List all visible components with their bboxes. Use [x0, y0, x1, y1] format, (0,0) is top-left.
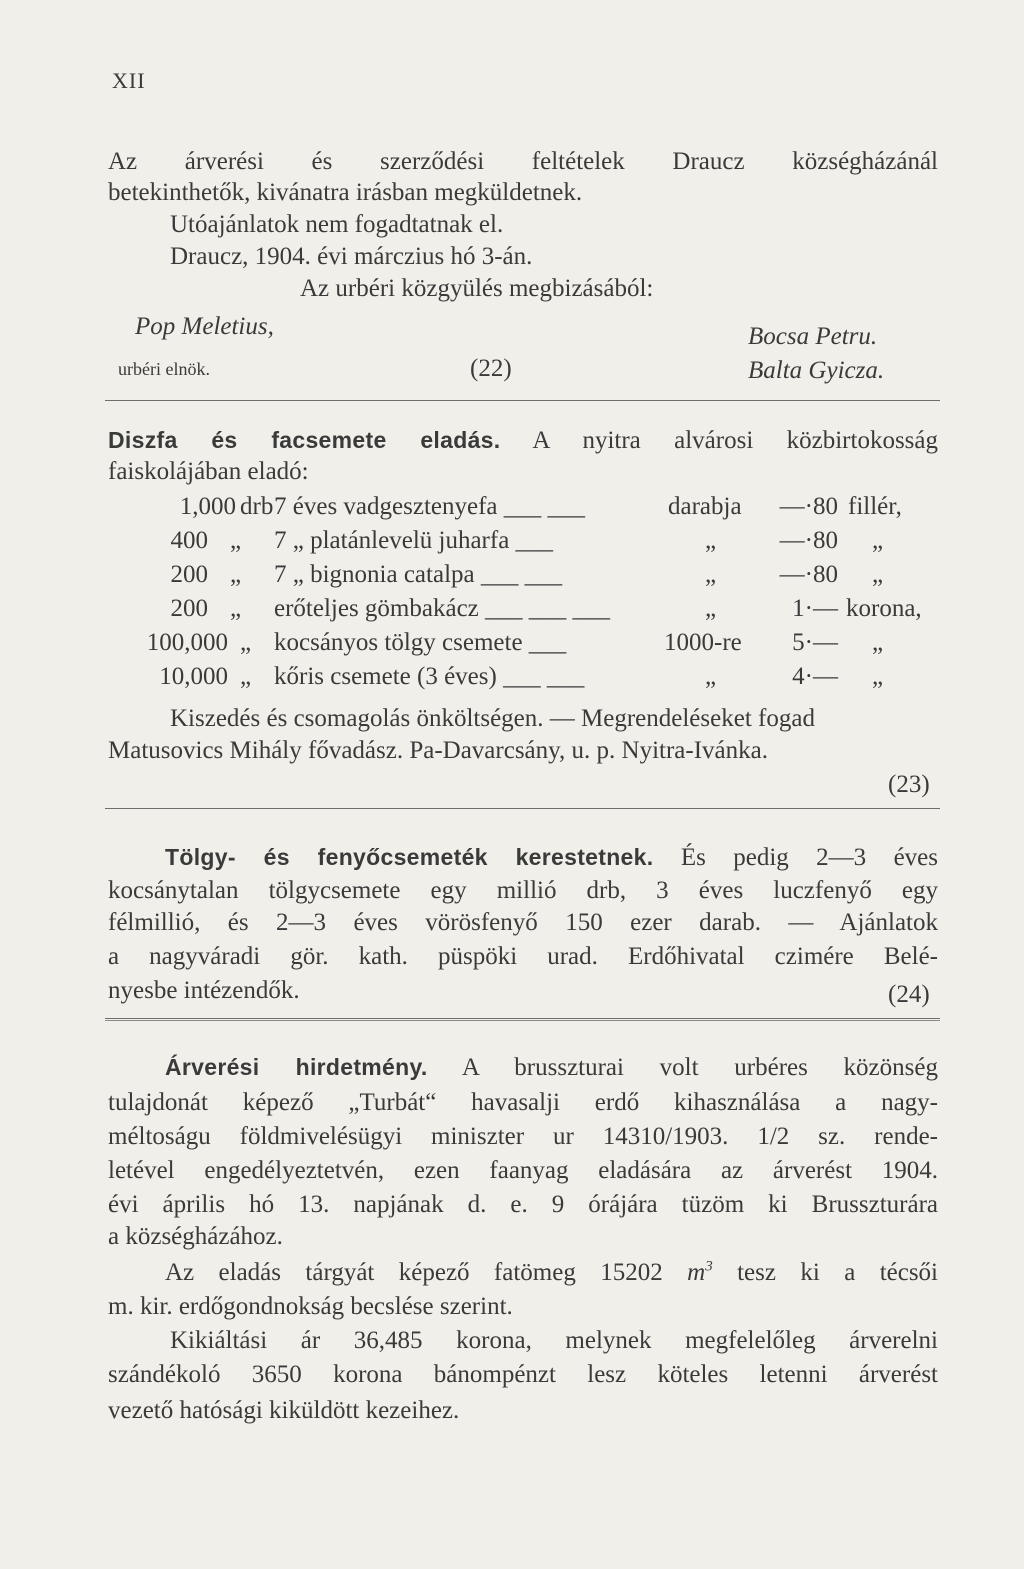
- row-qty: 200: [170, 595, 208, 622]
- notice2-line-1-rest: A nyitra alvárosi közbirtokosság: [532, 427, 938, 454]
- notice4-line-6: a községházához.: [108, 1223, 283, 1250]
- notice4-line-11: vezető hatósági kiküldött kezeihez.: [108, 1397, 460, 1424]
- row-item: 7 „ platánlevelü juharfa ___: [274, 527, 554, 554]
- row-item: erőteljes gömbakácz ___ ___ ___: [274, 595, 611, 622]
- signature-left-title: urbéri elnök.: [118, 359, 210, 379]
- row-qty: 200: [170, 561, 208, 588]
- row-qty: 1,000: [179, 493, 236, 520]
- notice4-line-10: szándékoló 3650 korona bánompénzt lesz köteles letenni árverést: [108, 1361, 938, 1388]
- double-divider: [105, 1018, 940, 1021]
- divider: [105, 400, 940, 401]
- row-price: 5·—: [792, 629, 838, 656]
- row-qty: 10,000: [159, 663, 228, 690]
- notice1-line-3: Utóajánlatok nem fogadtatnak el.: [170, 211, 504, 238]
- row-price: —·80: [779, 561, 838, 588]
- notice3-line-1-rest: És pedig 2—3 éves: [680, 844, 938, 871]
- notice2-line-1: [108, 425, 938, 456]
- row-per: 1000-re: [664, 629, 742, 656]
- row-item: 7 „ bignonia catalpa ___ ___: [274, 561, 563, 588]
- notice3-ref: (24): [888, 981, 930, 1008]
- notice3-line-5: nyesbe intézendők.: [108, 977, 300, 1004]
- notice3-heading: Tölgy- és fenyőcsemeték kerestetnek.: [165, 844, 654, 870]
- row-currency: korona,: [846, 595, 922, 622]
- notice4-line-7-post: tesz ki a técsői: [737, 1259, 939, 1286]
- row-item: kocsányos tölgy csemete ___: [274, 629, 567, 656]
- unit-cubic-meter: $m^3$: [687, 1258, 713, 1286]
- notice1-line-4: Draucz, 1904. évi márczius hó 3-án.: [170, 243, 533, 270]
- row-currency: „: [872, 561, 884, 588]
- row-currency: fillér,: [848, 493, 902, 520]
- row-per: „: [705, 527, 717, 554]
- notice1-line-1: Az árverési és szerződési feltételek Draucz községházánál: [108, 148, 938, 175]
- notice2-line-10: Matusovics Mihály fővadász. Pa-Davarcsány, u. p. Nyitra-Ivánka.: [108, 737, 768, 764]
- page-number: XII: [112, 68, 146, 93]
- divider: [105, 808, 940, 809]
- row-per: „: [705, 595, 717, 622]
- row-qty: 400: [170, 527, 208, 554]
- row-price: —·80: [779, 493, 838, 520]
- fraction: 1/2: [757, 1123, 790, 1150]
- row-unit: „: [240, 629, 252, 656]
- notice3-line-4: a nagyváradi gör. kath. püspöki urad. Erdőhivatal czimére Belé-: [108, 943, 938, 970]
- notice4-line-7-pre: Az eladás tárgyát képező fatömeg 15202: [165, 1259, 663, 1286]
- notice2-heading: Diszfa és facsemete eladás.: [108, 427, 501, 453]
- notice3-line-2: kocsánytalan tölgycsemete egy millió drb, 3 éves luczfenyő egy: [108, 877, 938, 904]
- notice4-line-7: [165, 1258, 938, 1288]
- row-item: kőris csemete (3 éves) ___ ___: [274, 663, 585, 690]
- row-currency: „: [872, 527, 884, 554]
- row-qty: 100,000: [146, 629, 228, 656]
- row-unit: „: [230, 527, 242, 554]
- row-price: 1·—: [792, 595, 838, 622]
- notice1-line-5: Az urbéri közgyülés megbizásából:: [300, 275, 654, 302]
- notice1-ref: (22): [470, 355, 512, 382]
- row-unit: drb: [240, 493, 274, 520]
- row-price: 4·—: [792, 663, 838, 690]
- row-currency: „: [872, 663, 884, 690]
- row-per: „: [705, 561, 717, 588]
- notice1-line-2: betekinthetők, kivánatra irásban megküldetnek.: [108, 179, 583, 206]
- signature-left-name: Pop Meletius,: [135, 313, 274, 340]
- row-per: „: [705, 663, 717, 690]
- signature-right-1: Bocsa Petru.: [748, 323, 878, 350]
- notice4-line-3-pre: méltoságu földmivelésügyi miniszter ur 14310/1903.: [108, 1123, 729, 1150]
- signature-right-2: Balta Gyicza.: [748, 357, 885, 384]
- notice4-line-3-post: sz. rende-: [818, 1123, 938, 1150]
- row-per: darabja: [668, 493, 742, 520]
- notice2-ref: (23): [888, 771, 930, 798]
- notice3-line-3: félmillió, és 2—3 éves vörösfenyő 150 ezer darab. — Ajánlatok: [108, 909, 938, 936]
- notice4-line-8: m. kir. erdőgondnokság becslése szerint.: [108, 1293, 513, 1320]
- notice4-line-5: évi április hó 13. napjának d. e. 9 órájára tüzöm ki Brusszturára: [108, 1191, 938, 1218]
- notice4-line-4: letével engedélyeztetvén, ezen faanyag eladására az árverést 1904.: [108, 1157, 938, 1184]
- notice3-line-1: [165, 842, 938, 873]
- notice4-heading: Árverési hirdetmény.: [165, 1054, 428, 1080]
- row-item: 7 éves vadgesztenyefa ___ ___: [274, 493, 585, 520]
- notice4-line-2: tulajdonát képező „Turbát“ havasalji erdő kihasználása a nagy-: [108, 1089, 938, 1116]
- notice2-line-2: faiskolájában eladó:: [108, 458, 309, 485]
- row-unit: „: [240, 663, 252, 690]
- notice2-line-9: Kiszedés és csomagolás önköltségen. — Megrendeléseket fogad: [170, 705, 815, 732]
- row-currency: „: [872, 629, 884, 656]
- notice4-line-1: [165, 1052, 938, 1083]
- row-unit: „: [230, 561, 242, 588]
- notice4-line-1-rest: A brusszturai volt urbéres közönség: [461, 1054, 938, 1081]
- row-price: —·80: [779, 527, 838, 554]
- notice4-line-9: Kikiáltási ár 36,485 korona, melynek megfelelőleg árverelni: [170, 1327, 938, 1354]
- row-unit: „: [230, 595, 242, 622]
- notice4-line-3: [108, 1122, 938, 1152]
